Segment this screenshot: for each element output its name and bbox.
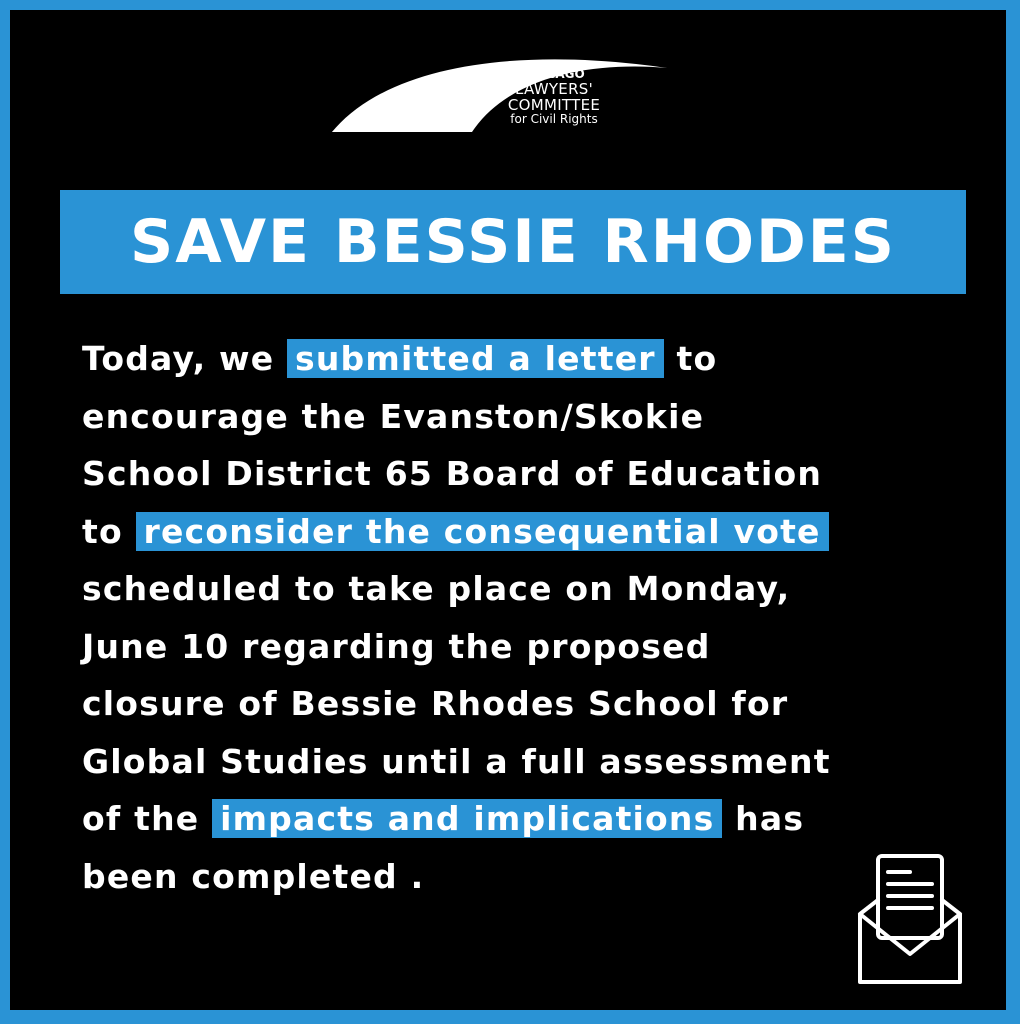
text-line: School District 65 Board of Education bbox=[82, 454, 823, 493]
logo-text bbox=[484, 68, 624, 126]
text-line: scheduled to take place on Monday, bbox=[82, 569, 791, 608]
text-segment: to bbox=[663, 339, 718, 378]
highlight-impacts-implications: impacts and implications bbox=[212, 799, 722, 838]
text-segment: Today, we bbox=[82, 339, 288, 378]
text-line bbox=[82, 503, 962, 561]
logo-line-chicago: CHICAGO bbox=[523, 67, 585, 81]
text-line bbox=[82, 330, 962, 388]
page-title: SAVE BESSIE RHODES bbox=[130, 207, 896, 277]
title-banner bbox=[60, 190, 966, 294]
text-line: been completed . bbox=[82, 856, 425, 896]
highlight-reconsider-vote: reconsider the consequential vote bbox=[136, 512, 829, 551]
text-line: encourage the Evanston/Skokie bbox=[82, 396, 705, 436]
highlight-submitted-letter: submitted a letter bbox=[287, 339, 664, 378]
announcement-text bbox=[82, 330, 962, 905]
text-line: Global Studies until a full assessment bbox=[82, 741, 831, 781]
text-segment: has bbox=[722, 799, 805, 838]
text-line bbox=[82, 790, 962, 848]
open-envelope-icon bbox=[840, 850, 980, 990]
text-line: closure of Bessie Rhodes School for bbox=[82, 684, 789, 723]
logo-line-civil-rights: for Civil Rights bbox=[510, 112, 598, 127]
text-segment: of the bbox=[82, 799, 213, 838]
logo-line-lawyers: LAWYERS' bbox=[514, 79, 594, 98]
logo-line-committee: COMMITTEE bbox=[507, 96, 601, 115]
text-line: June 10 regarding the proposed bbox=[82, 626, 711, 666]
organization-logo bbox=[322, 40, 682, 150]
text-segment: to bbox=[82, 511, 136, 551]
